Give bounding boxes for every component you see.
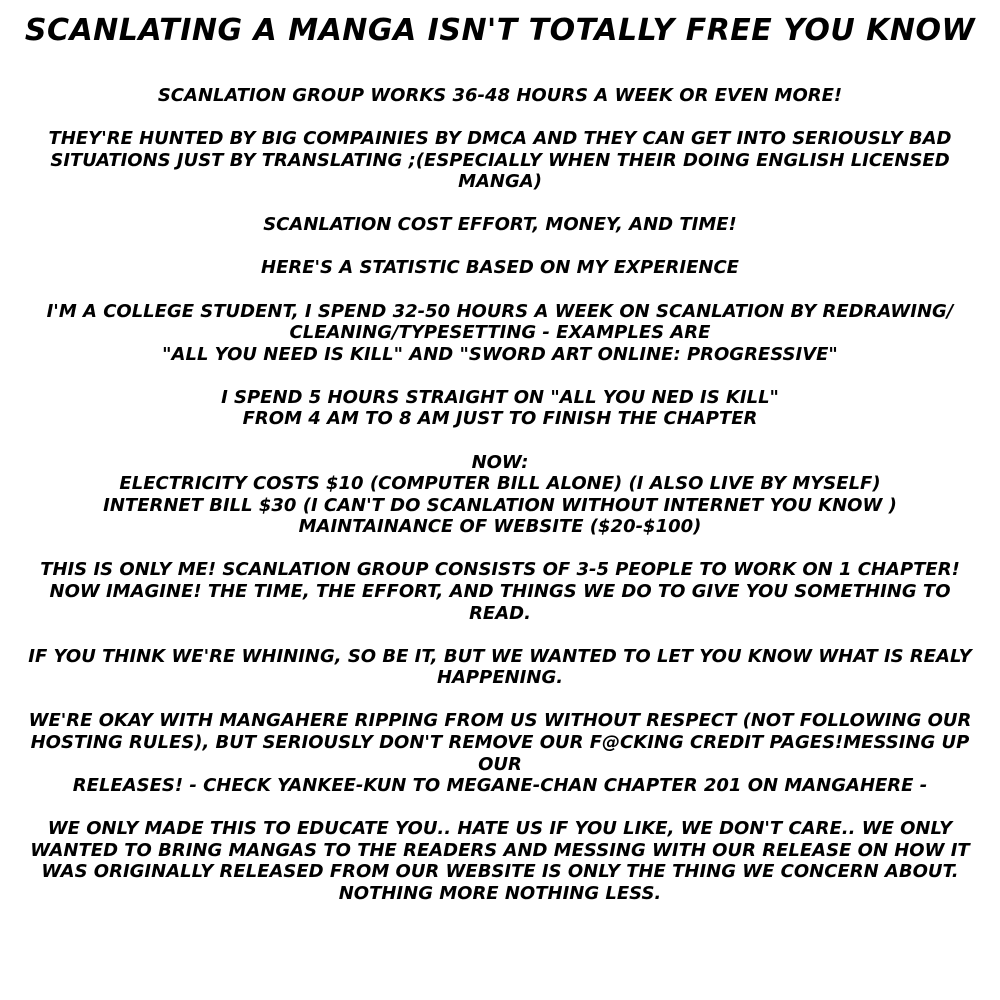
text-line: THEY'RE HUNTED BY BIG COMPAINIES BY DMCA AND THEY CAN GET INTO SERIOUSLY BAD SITUATIONS JUST BY TRANSLATING ;(ESPECIALLY WHEN THEIR DOING ENGLISH LICENSED MANGA): [48, 128, 952, 193]
text-line: THIS IS ONLY ME! SCANLATION GROUP CONSISTS OF 3-5 PEOPLE TO WORK ON 1 CHAPTER! NOW IMAGINE! THE TIME, THE EFFORT, AND THINGS WE DO TO GIVE YOU SOMETHING TO READ.: [40, 559, 960, 624]
paragraph-mangahere: [22, 710, 978, 796]
page-title: SCANLATING A MANGA ISN'T TOTALLY FREE YOU KNOW: [24, 13, 976, 48]
notice-body: [22, 85, 978, 905]
text-line: I'M A COLLEGE STUDENT, I SPEND 32-50 HOURS A WEEK ON SCANLATION BY REDRAWING/: [46, 300, 954, 322]
paragraph-work-hours: [22, 85, 978, 107]
paragraph-hours-straight: [22, 387, 978, 430]
text-line: WE ONLY MADE THIS TO EDUCATE YOU.. HATE US IF YOU LIKE, WE DON'T CARE.. WE ONLY WANTED TO BRING MANGAS TO THE READERS AND MESSING WITH OUR RELEASE ON HOW IT WAS ORIGINALLY RELEASED FROM OUR WEBSITE IS ONLY THE THING WE CONCERN ABOUT. NOTHING MORE NOTHING LESS.: [30, 818, 970, 905]
text-line: RELEASES! - CHECK YANKEE-KUN TO MEGANE-CHAN CHAPTER 201 ON MANGAHERE -: [72, 775, 928, 797]
text-line: WE'RE OKAY WITH MANGAHERE RIPPING FROM US WITHOUT RESPECT (NOT FOLLOWING OUR HOSTING RULES), BUT SERIOUSLY DON'T REMOVE OUR F@CKING CREDIT PAGES!MESSING UP OUR: [28, 710, 972, 775]
paragraph-bills: [22, 452, 978, 538]
paragraph-educate: [22, 818, 978, 904]
text-line: SCANLATION COST EFFORT, MONEY, AND TIME!: [263, 214, 737, 236]
text-line: IF YOU THINK WE'RE WHINING, SO BE IT, BUT WE WANTED TO LET YOU KNOW WHAT IS REALY HAPPENING.: [28, 645, 972, 689]
text-line: I SPEND 5 HOURS STRAIGHT ON "ALL YOU NED IS KILL": [221, 386, 779, 408]
paragraph-statistic: [22, 257, 978, 279]
text-line: ELECTRICITY COSTS $10 (COMPUTER BILL ALONE) (I ALSO LIVE BY MYSELF): [119, 473, 881, 495]
paragraph-cost: [22, 214, 978, 236]
text-line: MAINTAINANCE OF WEBSITE ($20-$100): [298, 516, 702, 538]
paragraph-group: [22, 559, 978, 624]
text-line: NOW:: [471, 451, 529, 473]
text-line: SCANLATION GROUP WORKS 36-48 HOURS A WEEK OR EVEN MORE!: [157, 85, 843, 106]
text-line: CLEANING/TYPESETTING - EXAMPLES ARE: [289, 322, 711, 344]
text-line: "ALL YOU NEED IS KILL" AND "SWORD ART ONLINE: PROGRESSIVE": [162, 343, 838, 365]
text-line: HERE'S A STATISTIC BASED ON MY EXPERIENCE: [261, 257, 739, 279]
text-line: FROM 4 AM TO 8 AM JUST TO FINISH THE CHAPTER: [242, 408, 758, 430]
paragraph-student: [22, 301, 978, 366]
paragraph-whining: [22, 646, 978, 689]
text-line: INTERNET BILL $30 (I CAN'T DO SCANLATION WITHOUT INTERNET YOU KNOW ): [103, 494, 897, 516]
paragraph-dmca: [22, 128, 978, 193]
